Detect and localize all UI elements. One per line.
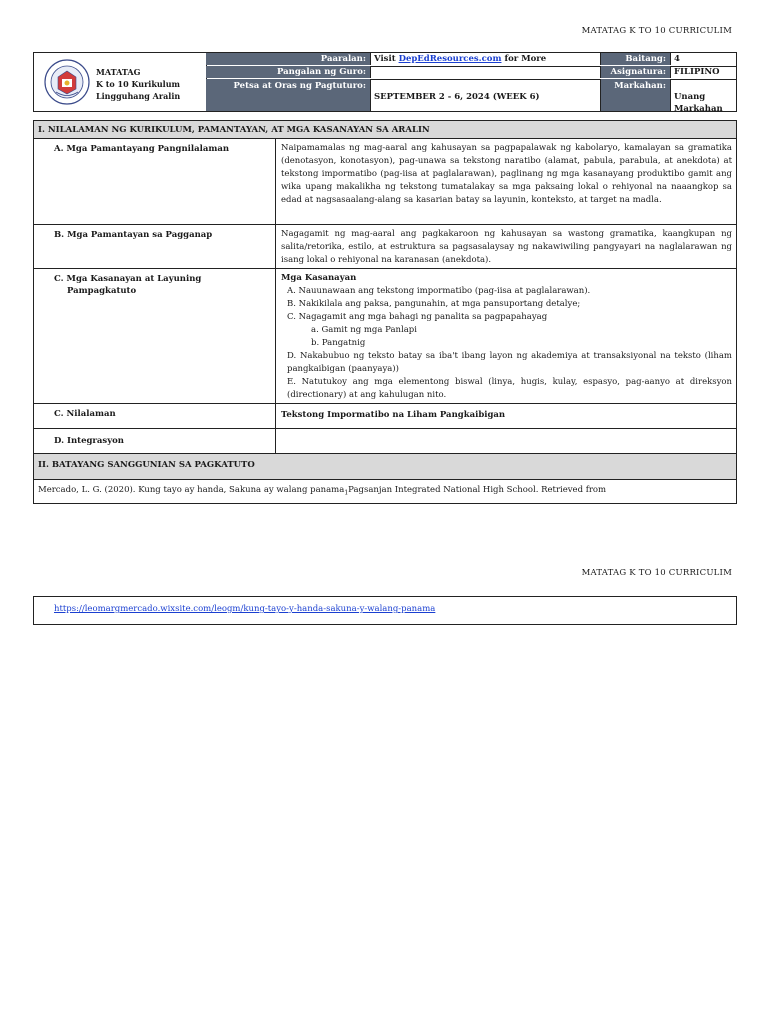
paaralan-label: Paaralan: [206, 53, 370, 65]
list-item: E. Natutukoy ang mga elementong biswal (linya, hugis, kulay, espasyo, pag-aanyo at direksyon (directionary) at ang kahulugan nito. [287, 377, 732, 400]
list-item: A. Nauunawaan ang tekstong impormatibo (pag-iisa at paglalarawan). [287, 286, 591, 296]
section-1-title: I. NILALAMAN NG KURIKULUM, PAMANTAYAN, AT MGA KASANAYAN SA ARALIN [34, 121, 736, 139]
row-label-line: Pampagkatuto [67, 286, 137, 296]
paaralan-value [370, 53, 600, 65]
kasanayan-heading: Mga Kasanayan [281, 273, 357, 283]
guro-value [370, 66, 600, 78]
header-row-petsa [206, 79, 736, 114]
list-item: C. Nagagamit ang mga bahagi ng panalita sa pagpapahayag [287, 312, 548, 322]
logo-cell [34, 53, 207, 111]
table-row-integrasyon [34, 429, 736, 453]
petsa-label: Petsa at Oras ng Pagtuturo: [206, 79, 370, 111]
lesson-table [33, 120, 737, 504]
header-table [33, 52, 737, 112]
guro-label: Pangalan ng Guro: [206, 66, 370, 78]
table-row-mga-kasanayan [34, 269, 736, 404]
row-label: D. Integrasyon [34, 429, 276, 453]
reference-text [38, 485, 606, 497]
logo-line: K to 10 Kurikulum [96, 79, 180, 89]
markahan-label: Markahan: [600, 79, 670, 111]
baitang-value: 4 [670, 53, 736, 65]
asignatura-label: Asignatura: [600, 66, 670, 78]
row-content: Naipamamalas ng mag-aaral ang kahusayan sa pagpapalawak ng kabolaryo, kamalayan sa gramatika (denotasyon, konotasyon), pag-unawa sa tekstong naratibo (alamat, pabula, parabula, at anekdota) at tekstong impormatibo (pag-iisa at paglalarawan), paglinang ng mga kasanayang produktibo gamit ang wika upang makalikha ng tekstong tumatalakay sa mga paksaing lokal o rehiyonal na naaangkop sa edad at nagsasaalang-alang sa kasarian batay sa layunin, konteksto, at target na madla. [281, 143, 732, 205]
running-header: MATATAG K TO 10 CURRICULIM [581, 568, 732, 578]
nilalaman-value: Tekstong Impormatibo na Liham Pangkaibigan [281, 410, 506, 420]
paaralan-suffix: for More [501, 54, 547, 64]
row-content [276, 269, 736, 402]
footnote-marker: 1 [344, 489, 349, 497]
integrasyon-value [276, 429, 736, 432]
list-item: B. Nakikilala ang paksa, pangunahin, at mga pansuportang detalye; [287, 299, 581, 309]
row-label [34, 269, 276, 403]
logo-line: MATATAG [96, 67, 141, 77]
header-row-guro [206, 66, 736, 80]
list-subitem: a. Gamit ng mga Panlapi [311, 325, 417, 335]
reference-after: Pagsanjan Integrated National High School. Retrieved from [348, 485, 607, 495]
logo-text [96, 66, 180, 102]
row-label: B. Mga Pamantayan sa Pagganap [34, 225, 276, 268]
baitang-label: Baitang: [600, 53, 670, 65]
table-row-nilalaman [34, 404, 736, 429]
depedresources-link[interactable]: DepEdResources.com [398, 54, 502, 64]
list-subitem: b. Pangatnig [311, 338, 366, 348]
running-header: MATATAG K TO 10 CURRICULIM [581, 26, 732, 36]
paaralan-prefix: Visit [374, 54, 399, 64]
markahan-value: Unang Markahan [670, 79, 736, 111]
reference-link[interactable]: https://leomargmercado.wixsite.com/leogm/kung-tayo-y-handa-sakuna-y-walang-panama [54, 604, 436, 614]
reference-before: Mercado, L. G. (2020). Kung tayo ay handa, Sakuna ay walang panama [38, 485, 345, 495]
table-row-pamantayang-pangnilalaman [34, 139, 736, 225]
asignatura-value: FILIPINO [670, 66, 736, 78]
list-item: D. Nakabubuo ng teksto batay sa iba't ibang layon ng akademiya at transaksiyonal na teksto (liham pangkaibigan (paanyaya)) [287, 351, 732, 374]
logo-line: Lingguhang Aralin [96, 91, 181, 101]
header-row-paaralan [206, 53, 736, 67]
row-label: A. Mga Pamantayang Pangnilalaman [34, 139, 276, 224]
section-2-title: II. BATAYANG SANGGUNIAN SA PAGKATUTO [34, 453, 736, 480]
row-content: Nagagamit ng mag-aaral ang pagkakaroon ng kahusayan sa wastong gramatika, kaangkupan ng salita/retorika, estilo, at estruktura sa pagsasalaysay ng nakawiwiling pangyayari na naglalarawan ng isang lokal o rehiyonal na karanasan (anekdota). [281, 229, 732, 265]
table-row-pamantayan-sa-pagganap [34, 225, 736, 269]
row-label-line: C. Mga Kasanayan at Layuning [54, 274, 202, 284]
petsa-value: SEPTEMBER 2 - 6, 2024 (WEEK 6) [370, 79, 600, 111]
row-label: C. Nilalaman [34, 404, 276, 428]
reference-continuation [33, 596, 737, 625]
deped-seal-icon [44, 59, 90, 105]
